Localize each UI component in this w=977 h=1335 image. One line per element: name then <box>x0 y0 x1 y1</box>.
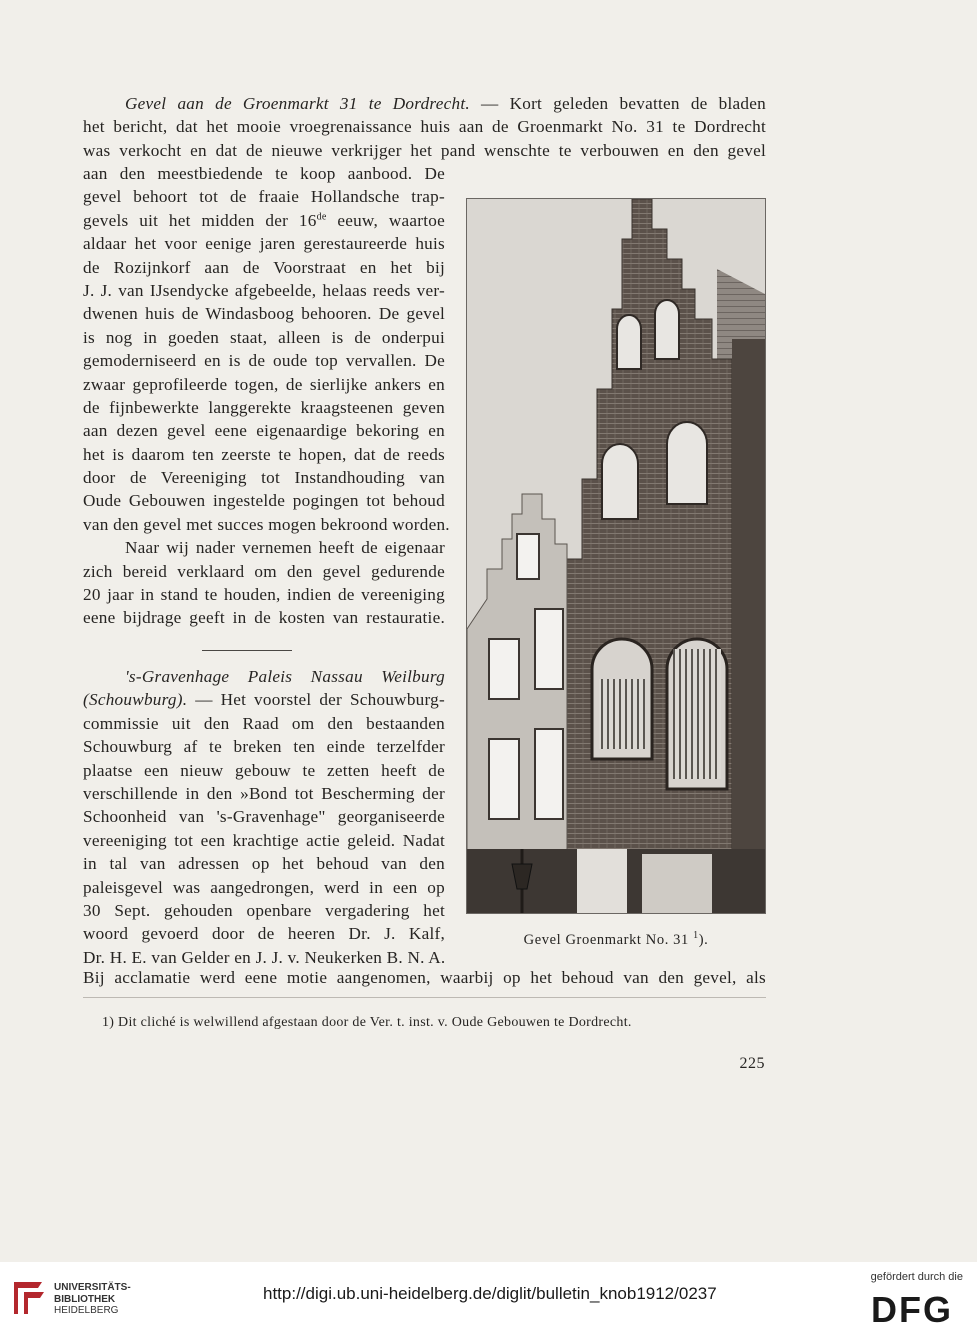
text-line: Oude Gebouwen ingestelde pogingen tot behoud <box>83 491 445 511</box>
facade-photo <box>466 198 766 914</box>
text-line: plaatse een nieuw gebouw te zetten heeft de <box>83 760 445 780</box>
right-neighbour <box>732 339 765 913</box>
text-line: de fijnbewerkte langgerekte kraagsteenen geven <box>83 397 445 417</box>
text-line: aan dezen gevel eene eigenaardige bekoring en <box>83 421 445 441</box>
text-line: zich bereid verklaard om den gevel gedurende <box>83 561 445 581</box>
svg-text:DFG: DFG <box>871 1292 953 1326</box>
text-line: gevel behoort tot de fraaie Hollandsche trap- <box>83 187 445 207</box>
dfg-logo-icon <box>871 1292 963 1331</box>
text-line: aan den meestbiedende te koop aanbood. De <box>83 164 445 183</box>
shop-window <box>642 854 712 913</box>
text-line: door de Vereeniging tot Instandhouding van <box>83 468 445 488</box>
section-divider <box>202 650 292 651</box>
text-line: Bij acclamatie werd eene motie aangenomen, waarbij op het behoud van den gevel, als <box>83 968 766 987</box>
footnote: 1) Dit cliché is welwillend afgestaan door de Ver. t. inst. v. Oude Gebouwen te Dordrecht. <box>102 1015 632 1030</box>
facade-illustration <box>467 199 765 913</box>
text-line: (Schouwburg). — Het voorstel der Schouwburg- <box>83 690 445 710</box>
text-line: zwaar geprofileerde togen, de sierlijke ankers en <box>83 374 445 394</box>
article-1-first-line: Gevel aan de Groenmarkt 31 te Dordrecht. — Kort geleden bevatten de bladen <box>125 94 766 113</box>
text-line: Naar wij nader vernemen heeft de eigenaar <box>125 538 445 558</box>
text-line: gemoderniseerd en is de oude top vervallen. De <box>83 351 445 371</box>
text-line: verschillende in den »Bond tot Bescherming der <box>83 783 445 803</box>
text-line: 30 Sept. gehouden openbare vergadering het <box>83 900 445 920</box>
text-line: gevels uit het midden der 16de eeuw, waartoe <box>83 210 445 230</box>
footnote-rule <box>83 997 766 998</box>
funded-by-label: gefördert durch die <box>870 1271 963 1283</box>
page-number: 225 <box>739 1055 765 1072</box>
text-line: eene bijdrage geeft in de kosten van restauratie. <box>83 608 445 628</box>
text-line: Dr. H. E. van Gelder en J. J. v. Neukerken B. N. A. <box>83 947 446 967</box>
permalink-url[interactable]: http://digi.ub.uni-heidelberg.de/diglit/bulletin_knob1912/0237 <box>263 1284 717 1303</box>
viewer-footer <box>0 1262 977 1335</box>
library-name: UNIVERSITÄTS- BIBLIOTHEK HEIDELBERG <box>54 1282 131 1316</box>
article-1-intro <box>83 92 766 162</box>
article-2-title: 's-Gravenhage Paleis Nassau Weilburg <box>125 667 445 686</box>
article-2-column <box>83 665 445 969</box>
text-line: is nog in goeden staat, alleen is de onderpui <box>83 327 445 347</box>
article-1-column <box>83 162 450 630</box>
text-line: commissie uit den Raad om den bestaanden <box>83 713 445 733</box>
text-line: paleisgevel was aangedrongen, werd in een op <box>83 877 445 897</box>
text-line: het bericht, dat het mooie vroegrenaissance huis aan de Groenmarkt No. 31 te Dordrecht <box>83 117 766 137</box>
text-line: J. J. van IJsendycke afgebeelde, helaas reeds ver- <box>83 280 445 300</box>
text-line: 20 jaar in stand te houden, indien de vereeniging <box>83 585 445 605</box>
library-logo-icon <box>12 1278 48 1323</box>
text-line: woord gevoerd door de heeren Dr. J. Kalf, <box>83 924 445 944</box>
text-line: het is daarom ten zeerste te hopen, dat de reeds <box>83 444 445 464</box>
shop-window <box>577 849 627 913</box>
text-line: was verkocht en dat de nieuwe verkrijger het pand wenschte te verbouwen en den gevel <box>83 140 766 160</box>
text-line: in tal van adressen op het behoud van den <box>83 854 445 874</box>
text-line: Schoonheid van 's-Gravenhage" georganiseerde <box>83 807 445 827</box>
text-line: vereeniging tot een krachtige actie geleid. Nadat <box>83 830 445 850</box>
text-line: dwenen huis de Windasboog behooren. De gevel <box>83 304 445 324</box>
text-line: van den gevel met succes mogen bekroond worden. <box>83 514 450 534</box>
article-2-continuation <box>83 966 766 989</box>
text-line: aldaar het voor eenige jaren gerestaureerde huis <box>83 234 445 254</box>
article-1-title: Gevel aan de Groenmarkt 31 te Dordrecht. <box>125 94 470 113</box>
figure-caption: Gevel Groenmarkt No. 31 $^1$). <box>523 930 709 948</box>
text-line: de Rozijnkorf aan de Voorstraat en het bij <box>83 257 445 277</box>
text-line: Schouwburg af te breken ten einde terzelfder <box>83 737 445 757</box>
